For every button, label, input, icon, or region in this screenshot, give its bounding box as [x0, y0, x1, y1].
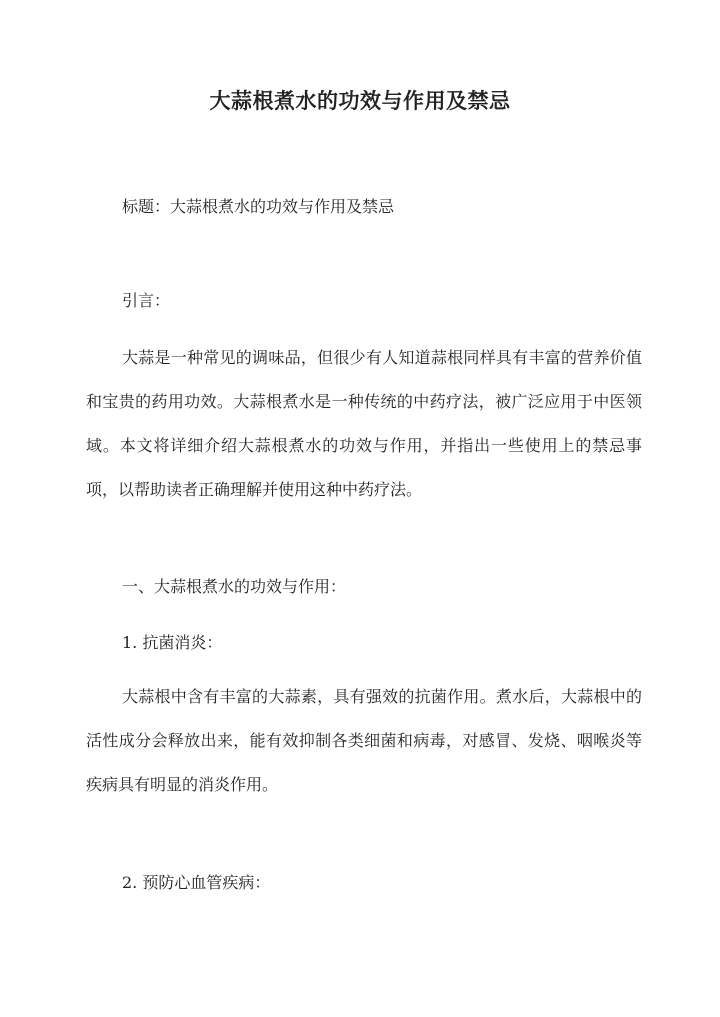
- item1-paragraph: 大蒜根中含有丰富的大蒜素，具有强效的抗菌作用。煮水后，大蒜根中的活性成分会释放出来，能有效抑制各类细菌和病毒，对感冒、发烧、咽喉炎等疾病具有明显的消炎作用。: [86, 687, 642, 794]
- intro-paragraph: 大蒜是一种常见的调味品，但很少有人知道蒜根同样具有丰富的营养价值和宝贵的药用功效。大蒜根煮水是一种传统的中药疗法，被广泛应用于中医领域。本文将详细介绍大蒜根煮水的功效与作用，并指出一些使用上的禁忌事项，以帮助读者正确理解并使用这种中药疗法。: [86, 348, 642, 499]
- subtitle-line: 标题：大蒜根煮水的功效与作用及禁忌: [122, 197, 395, 216]
- item2-heading: 2. 预防心血管疾病：: [122, 873, 271, 892]
- document-title: 大蒜根煮水的功效与作用及禁忌: [209, 88, 511, 113]
- section1-heading: 一、大蒜根煮水的功效与作用：: [122, 577, 347, 596]
- item1-heading: 1. 抗菌消炎：: [122, 633, 223, 652]
- intro-heading: 引言：: [122, 291, 171, 310]
